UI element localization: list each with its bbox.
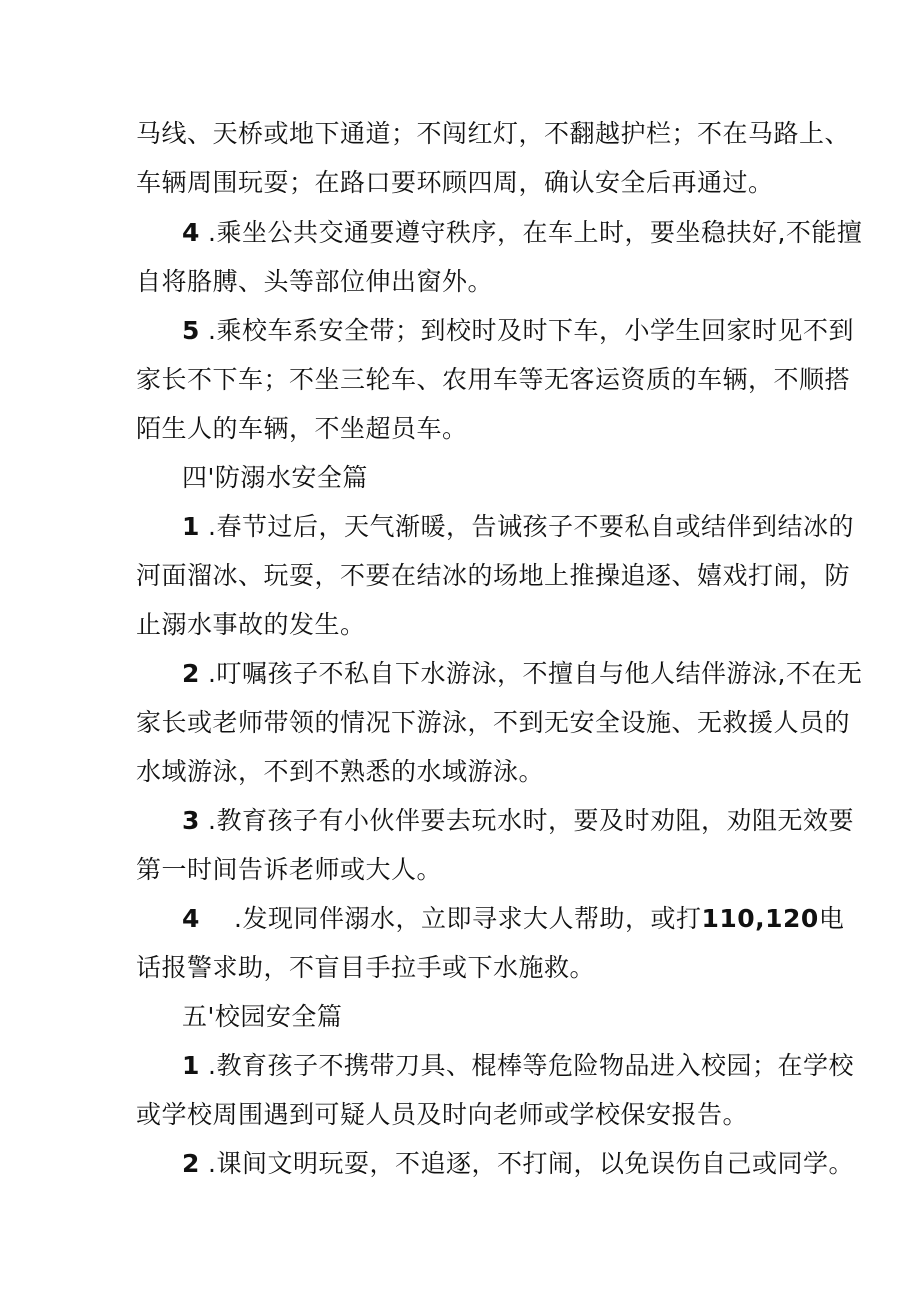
item-text: .教育孩子不携带刀具、棍棒等危险物品进入校园；在学校 bbox=[208, 1051, 854, 1080]
item-text: .课间文明玩耍，不追逐，不打闹，以免误伤自己或同学。 bbox=[208, 1149, 854, 1178]
item-text: .教育孩子有小伙伴要去玩水时，要及时劝阻，劝阻无效要 bbox=[208, 806, 854, 835]
list-item bbox=[182, 314, 854, 348]
list-item bbox=[182, 1049, 854, 1083]
section-heading: 五'校园安全篇 bbox=[182, 1002, 343, 1031]
list-item bbox=[182, 1147, 854, 1181]
text-line: 家长不下车；不坐三轮车、农用车等无客运资质的车辆，不顺搭 bbox=[136, 365, 851, 394]
item-number: 1 bbox=[182, 1051, 200, 1080]
text-line: 水域游泳，不到不熟悉的水域游泳。 bbox=[136, 757, 545, 786]
item-number: 2 bbox=[182, 659, 200, 688]
item-number: 4 bbox=[182, 904, 200, 933]
text-line: 家长或老师带领的情况下游泳，不到无安全设施、无救援人员的 bbox=[136, 708, 851, 737]
list-item bbox=[182, 902, 844, 936]
list-item bbox=[182, 510, 854, 544]
item-number: 5 bbox=[182, 316, 200, 345]
text-line: 或学校周围遇到可疑人员及时向老师或学校保安报告。 bbox=[136, 1100, 749, 1129]
list-item bbox=[182, 804, 854, 838]
item-text-tail: 电 bbox=[818, 904, 845, 933]
item-text: .乘坐公共交通要遵守秩序，在车上时，要坐稳扶好,不能擅 bbox=[208, 218, 863, 247]
emergency-numbers: 110,120 bbox=[701, 904, 819, 933]
section-heading: 四'防溺水安全篇 bbox=[182, 463, 368, 492]
text-line: 第一时间告诉老师或大人。 bbox=[136, 855, 443, 884]
item-number: 4 bbox=[182, 218, 200, 247]
text-line: 车辆周围玩耍；在路口要环顾四周，确认安全后再通过。 bbox=[136, 168, 774, 197]
text-line: 马线、天桥或地下通道；不闯红灯，不翻越护栏；不在马路上、 bbox=[136, 119, 851, 148]
text-line: 话报警求助，不盲目手拉手或下水施救。 bbox=[136, 953, 596, 982]
list-item bbox=[182, 657, 862, 691]
item-text: .春节过后，天气渐暖，告诫孩子不要私自或结伴到结冰的 bbox=[208, 512, 854, 541]
item-text: .乘校车系安全带；到校时及时下车，小学生回家时见不到 bbox=[208, 316, 854, 345]
text-line: 自将胳膊、头等部位伸出窗外。 bbox=[136, 267, 494, 296]
list-item bbox=[182, 216, 862, 250]
item-number: 1 bbox=[182, 512, 200, 541]
text-line: 河面溜冰、玩耍，不要在结冰的场地上推操追逐、嬉戏打闹，防 bbox=[136, 561, 851, 590]
text-line: 止溺水事故的发生。 bbox=[136, 610, 366, 639]
item-text: .叮嘱孩子不私自下水游泳，不擅自与他人结伴游泳,不在无 bbox=[208, 659, 863, 688]
item-number: 3 bbox=[182, 806, 200, 835]
text-line: 陌生人的车辆，不坐超员车。 bbox=[136, 414, 468, 443]
item-text: .发现同伴溺水，立即寻求大人帮助，或打 bbox=[234, 904, 702, 933]
item-number: 2 bbox=[182, 1149, 200, 1178]
